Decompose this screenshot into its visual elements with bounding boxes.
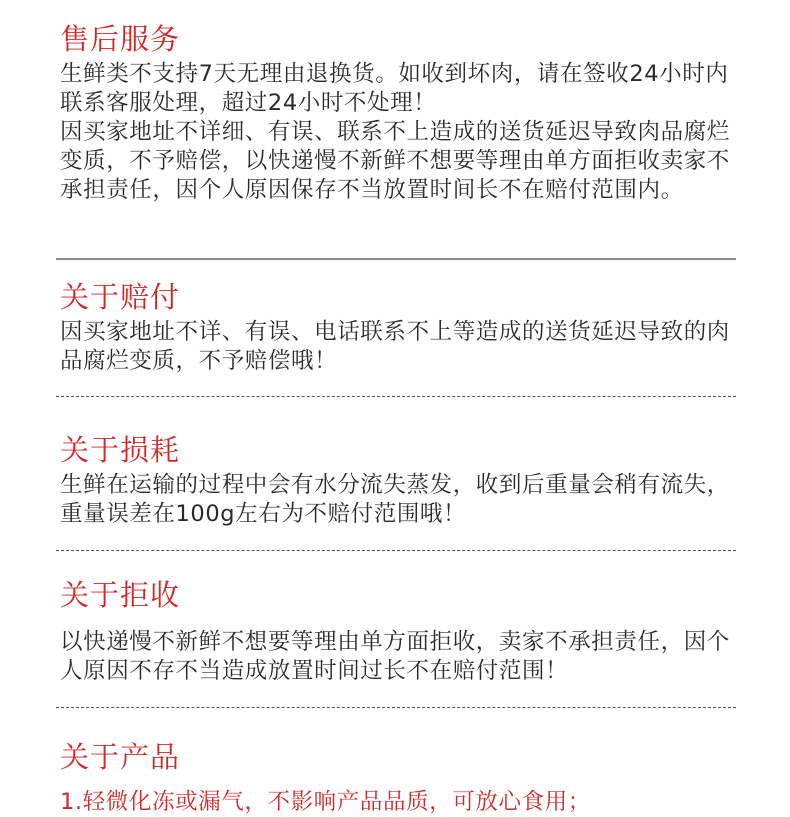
section-body-compensation bbox=[60, 318, 740, 376]
section-weight-loss bbox=[60, 433, 740, 529]
section-divider bbox=[56, 550, 736, 551]
section-body-refusal bbox=[60, 628, 740, 686]
paragraph-weight-loss: 生鲜在运输的过程中会有水分流失蒸发，收到后重量会稍有流失，重量误差在100g左右为不赔付范围哦！ bbox=[60, 472, 730, 527]
section-product bbox=[60, 740, 740, 817]
section-refusal bbox=[60, 578, 740, 686]
section-title-after-sales-service: 售后服务 bbox=[60, 22, 181, 56]
paragraph-delivery-delay-policy: 因买家地址不详细、有误、联系不上造成的送货延迟导致肉品腐烂变质，不予赔偿，以快递慢不新鲜不想要等理由单方面拒收卖家不承担责任，因个人原因保存不当放置时间长不在赔付范围内。 bbox=[60, 119, 730, 203]
section-title-weight-loss: 关于损耗 bbox=[60, 433, 181, 467]
section-after-sales-service bbox=[60, 22, 740, 205]
paragraph-no-return-policy: 生鲜类不支持7天无理由退换货。如收到坏肉，请在签收24小时内联系客服处理，超过24小时不处理！ bbox=[60, 61, 729, 116]
section-body-weight-loss bbox=[60, 471, 740, 529]
paragraph-refusal: 以快递慢不新鲜不想要等理由单方面拒收，卖家不承担责任，因个人原因不存不当造成放置时间过长不在赔付范围！ bbox=[60, 629, 730, 684]
section-title-compensation: 关于赔付 bbox=[60, 280, 181, 314]
section-divider bbox=[56, 258, 736, 260]
section-title-refusal: 关于拒收 bbox=[60, 578, 181, 612]
section-divider bbox=[56, 707, 736, 708]
product-note-1: 1.轻微化冻或漏气，不影响产品品质，可放心食用； bbox=[60, 789, 591, 815]
section-title-product: 关于产品 bbox=[60, 740, 181, 774]
paragraph-compensation: 因买家地址不详、有误、电话联系不上等造成的送货延迟导致的肉品腐烂变质，不予赔偿哦！ bbox=[60, 319, 730, 374]
section-compensation bbox=[60, 280, 740, 376]
section-body-after-sales-service bbox=[60, 60, 740, 205]
section-divider bbox=[56, 396, 736, 397]
